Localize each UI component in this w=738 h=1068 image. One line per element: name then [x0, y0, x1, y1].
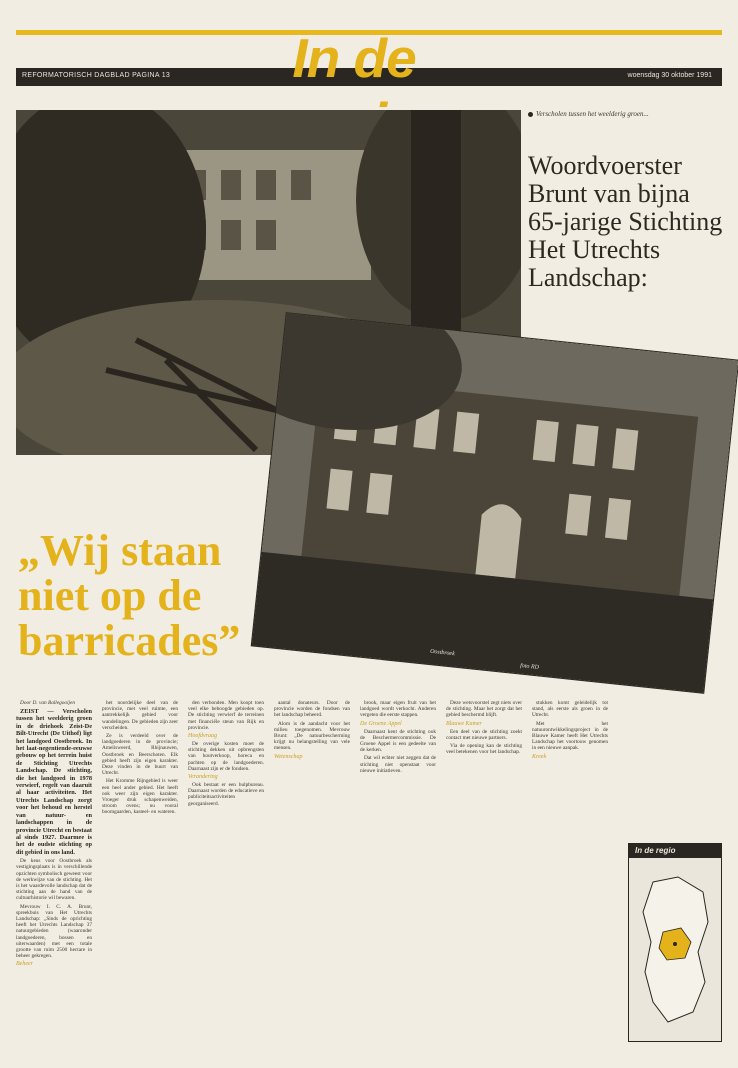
article-column-4: [274, 700, 350, 762]
paragraph: stukken komt geleidelijk tot stand, als eerste als groen in de Utrecht.: [532, 700, 608, 719]
paragraph: aantal donateurs. Door de provincie worden de fondsen van het landschap beheerd.: [274, 700, 350, 719]
paragraph: den verbonden. Men koopt toen veel elke beboogde gebieden op. De stichting verwierf de terreinen met financiële steun van Rijk en provincie.: [188, 700, 264, 731]
photo-credit: foto RD: [519, 663, 540, 671]
section-title: In de: [292, 27, 416, 89]
subheading: Hoofdvraag: [188, 733, 217, 740]
article-headline: Woordvoerster Brunt van bijna 65-jarige Stichting Het Utrechts Landschap:: [528, 151, 723, 292]
subheading: Verandering: [188, 774, 218, 781]
article-lead: ZEIST — Verscholen tussen het weelderig groen in de driehoek Zeist-De Bilt-Utrecht (De Uithof) ligt het landgoed Oostbroek. In het laat-negentiende-eeuwse gebouw op het terrein huist de Stichting Utrechts Landschap. De stichting, die het landgoed in 1978 verwierf, regelt van daaruit al haar activiteiten. Het Utrechts Landschap zorgt voor het behoud en herstel van natuur- en landschappen in de provincie Utrecht en bestaat al sinds 1927. Daarmee is het de oudste stichting op dit gebied in ons land.: [16, 708, 92, 856]
paragraph: Ook bestaat er een hulpbureau. Daarnaast worden de educatieve en publiciteitsactiviteiten georganiseerd.: [188, 782, 264, 807]
subheading: De Groene Appel: [360, 720, 402, 727]
paragraph: Met het natuurontwikkelingsproject in de Blauwe Kamer heeft Het Utrechts Landschap het voortouw genomen in een nieuwe aanpak.: [532, 720, 608, 752]
subheading: Beheer: [16, 961, 33, 968]
article-column-3: [188, 700, 264, 809]
article-column-2: [102, 700, 178, 818]
photo-caption-main-text: Verscholen tussen het weelderig groen...: [536, 110, 649, 118]
estate-photo-building: [252, 313, 738, 693]
paragraph: Daarnaast kent de stichting ook de Beschermercommissie. De Groene Appel is een gedeelte van de kerken.: [360, 728, 436, 754]
inset-title: In de regio: [629, 844, 721, 858]
netherlands-map: [633, 862, 717, 1032]
paragraph: Alom is de aandacht voor het milieu toegenomen. Mevrouw Brunt: „De natuurbescherming krijgt nu belangstelling van vele mensen.: [274, 720, 350, 752]
byline: Door D. van Ballegooijen: [20, 700, 76, 706]
paragraph: De overige kosten moet de stichting dekken uit opbrengsten van houtverkoop, horeca en pachten op de landgoederen. Daarnaast zijn er de fondsen.: [188, 741, 264, 772]
paragraph: het noordelijke deel van de provincie, met veel ruimte, een aantrekkelijk gebied voor wandelingen. De gebieden zijn zeer verscheiden.: [102, 700, 178, 731]
subheading: Wetenschap: [274, 753, 303, 760]
paragraph: Dat wil echter niet zeggen dat de stichting niet openstaat voor nieuwe initiatieven.: [360, 755, 436, 774]
subheading: Kreek: [532, 753, 547, 760]
paragraph: Een deel van de stichting zoekt contact met nieuwe partners.: [446, 728, 522, 741]
regional-inset: [628, 843, 722, 1042]
paragraph: Ze is verdeeld over de landgoederen in de provincie; Amelisweerd, Rhijnauwen, Oostbroek en Beerschoten. Elk gebied heeft zijn eigen karakter. Deze vinden in de buurt van Utrecht.: [102, 733, 178, 777]
paragraph: Via de opening kan de stichting veel betekenen voor het landschap.: [446, 743, 522, 756]
article-column-5: [360, 700, 436, 776]
paragraph: Mevrouw I. C. A. Brunt, spreekbuis van Het Utrechts Landschap: „Sinds de oprichting heeft het Utrechts Landschap 37 natuurgebieden (waaronder landgoederen, bossen en uiterwaarden) met een totale grootte van ruim 2500 hectare in beheer gekregen.: [16, 903, 92, 960]
subheading: Blauwe Kamer: [446, 720, 482, 727]
photo-caption-oostbroek: Oostbroek: [429, 648, 456, 658]
paragraph: Deze wetsvoorstel zegt niets over de stichting. Maar het zorgt dat het gebied beschermd blijft.: [446, 700, 522, 719]
article-quote: „Wij staan niet op de barricades”: [18, 526, 241, 665]
article-column-7: [532, 700, 608, 762]
paragraph: De keus voor Oostbroek als vestigingsplaats is in verschillende opzichten symbolisch geweest voor de werkwijze van de stichting. Het is het waardevolle landschap dat de stichting aan de hand van de cultuurhistorie wil bewaren.: [16, 858, 92, 902]
photo-caption-main: [528, 110, 718, 119]
article-column-1: [16, 700, 92, 969]
paragraph: brook, maar eigen fruit van het landgoed wordt verkocht. Anderen vergeten die eerste stappen.: [360, 700, 436, 719]
paper-page-label: REFORMATORISCH DAGBLAD PAGINA 13: [22, 72, 171, 79]
paragraph: Het Kromme Rijngebied is weer een heel ander gebied. Het heeft ook weer zijn eigen karakter. Vroeger druk schapenweiden, stroom ovens; nu vooral boomgaarden, kasteel- en wateren.: [102, 778, 178, 816]
issue-date: woensdag 30 oktober 1991: [627, 72, 712, 79]
bullet-icon: [528, 112, 533, 117]
article-column-6: [446, 700, 522, 757]
estate-photo-building-image: [252, 313, 738, 693]
